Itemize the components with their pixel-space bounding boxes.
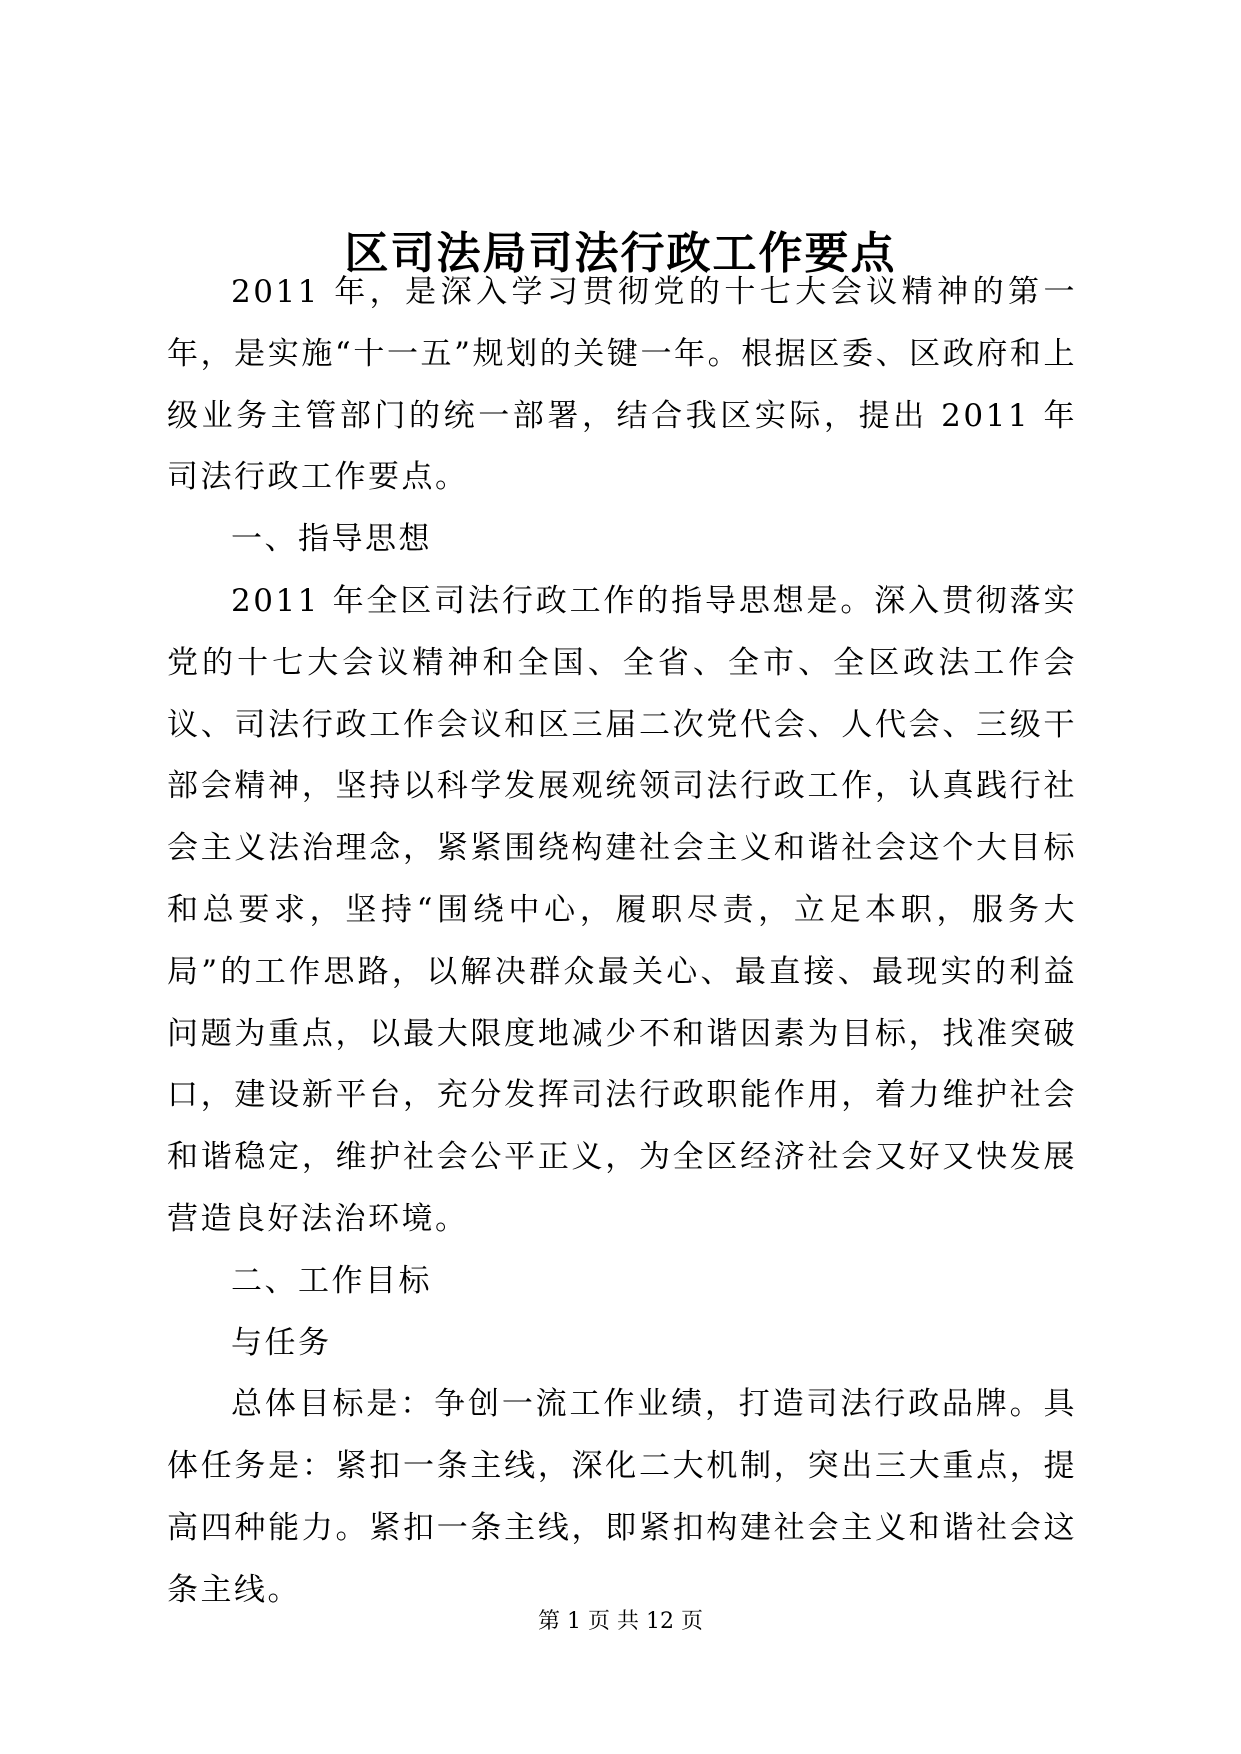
document-body — [167, 262, 1077, 1622]
page-footer: 第 1 页 共 12 页 — [538, 1609, 703, 1634]
section-heading-work-goals: 二、工作目标 — [231, 1262, 432, 1299]
paragraph-overall-goals: 总体目标是：争创一流工作业绩，打造司法行政品牌。具体任务是：紧扣一条主线，深化二大机制，突出三大重点，提高四种能力。紧扣一条主线，即紧扣构建社会主义和谐社会这条主线。 — [167, 1386, 1077, 1608]
section-heading-continuation: 与任务 — [231, 1324, 332, 1361]
paragraph-guiding-ideology: 2011 年全区司法行政工作的指导思想是。深入贯彻落实党的十七大会议精神和全国、全省、全市、全区政法工作会议、司法行政工作会议和区三届二次党代会、人代会、三级干部会精神，坚持以科学发展观统领司法行政工作，认真践行社会主义法治理念，紧紧围绕构建社会主义和谐社会这个大目标和总要求，坚持“围绕中心，履职尽责，立足本职，服务大局”的工作思路，以解决群众最关心、最直接、最现实的利益问题为重点，以最大限度地减少不和谐因素为目标，找准突破口，建设新平台，充分发挥司法行政职能作用，着力维护社会和谐稳定，维护社会公平正义，为全区经济社会又好又快发展营造良好法治环境。 — [167, 582, 1077, 1237]
paragraph-intro: 2011 年，是深入学习贯彻党的十七大会议精神的第一年，是实施“十一五”规划的关键一年。根据区委、区政府和上级业务主管部门的统一部署，结合我区实际，提出 2011 年司法行政工作要点。 — [167, 274, 1077, 496]
document-title: 区司法局司法行政工作要点 — [344, 228, 897, 279]
section-heading-guiding-ideology: 一、指导思想 — [231, 521, 432, 558]
